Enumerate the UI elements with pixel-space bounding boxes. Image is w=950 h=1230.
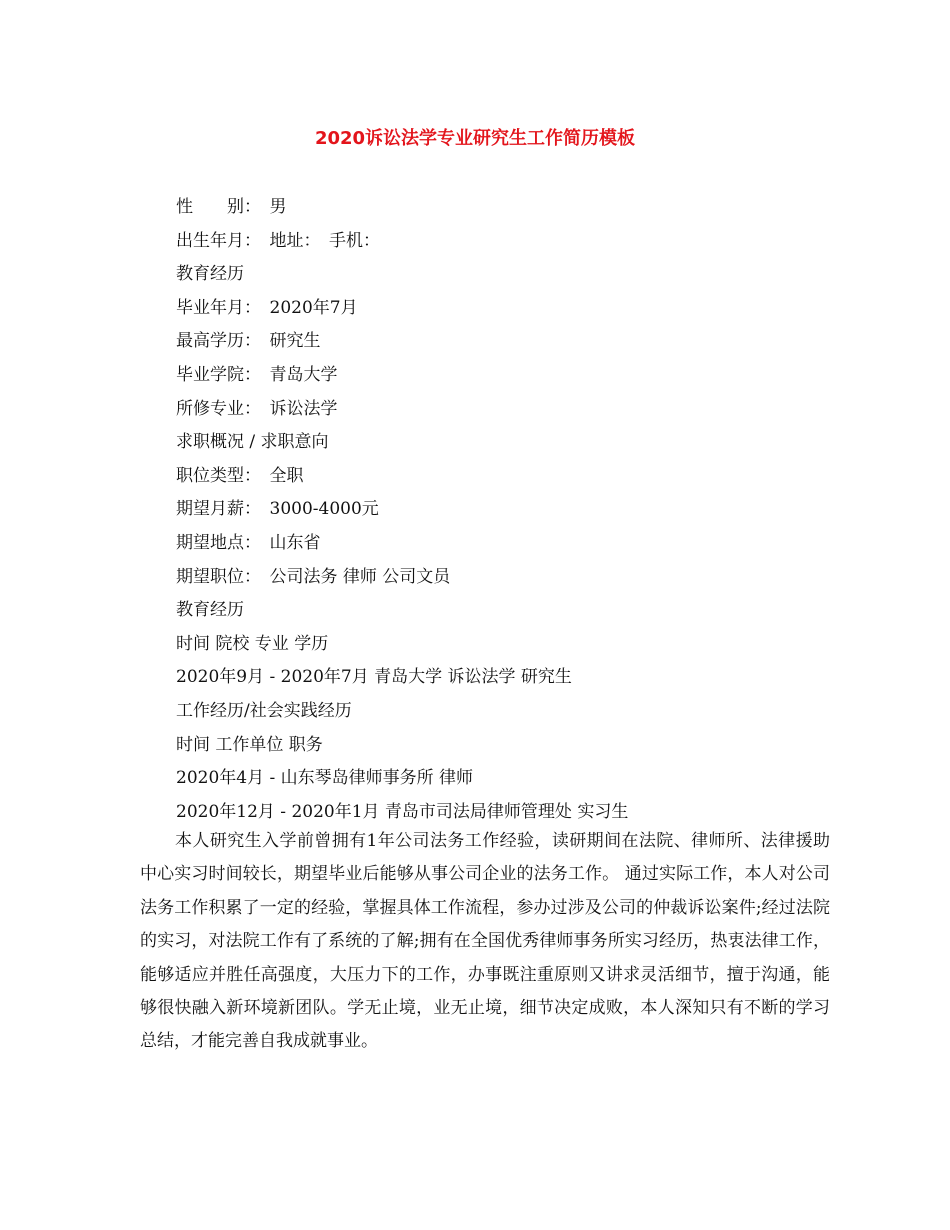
major-line: 所修专业： 诉讼法学 <box>176 398 338 419</box>
job-intent-heading: 求职概况 / 求职意向 <box>176 432 329 453</box>
graduation-date-line: 毕业年月： 2020年7月 <box>176 297 358 318</box>
birth-address-phone-line: 出生年月： 地址： 手机： <box>176 230 380 251</box>
self-evaluation-paragraph: 本人研究生入学前曾拥有1年公司法务工作经验，读研期间在法院、律师所、法律援助中心实习时间较长，期望毕业后能够从事公司企业的法务工作。 通过实际工作，本人对公司法务工作积累了一定的经验，掌握具体工作流程，参办过涉及公司的仲裁诉讼案件;经过法院的实习，对法院工作有了系统的了解;拥有在全国优秀律师事务所实习经历，热衷法律工作，能够适应并胜任高强度，大压力下的工作，办事既注重原则又讲求灵活细节，擅于沟通，能够很快融入新环境新团队。学无止境，业无止境，细节决定成败，本人深知只有不断的学习总结，才能完善自我成就事业。 <box>140 831 830 1052</box>
work-experience-heading: 工作经历/社会实践经历 <box>176 700 352 721</box>
graduation-school-line: 毕业学院： 青岛大学 <box>176 364 338 385</box>
work-table-header: 时间 工作单位 职务 <box>176 734 323 755</box>
job-type-line: 职位类型： 全职 <box>176 465 304 486</box>
gender-line: 性 别： 男 <box>176 197 287 217</box>
work-entry-1: 2020年4月 - 山东琴岛律师事务所 律师 <box>176 768 474 789</box>
education-entry: 2020年9月 - 2020年7月 青岛大学 诉讼法学 研究生 <box>176 667 572 688</box>
expected-salary-line: 期望月薪： 3000-4000元 <box>176 499 379 520</box>
education-heading-2: 教育经历 <box>176 600 244 621</box>
work-entry-2: 2020年12月 - 2020年1月 青岛市司法局律师管理处 实习生 <box>176 801 629 822</box>
expected-position-line: 期望职位： 公司法务 律师 公司文员 <box>176 566 451 587</box>
resume-lines <box>176 191 876 829</box>
highest-degree-line: 最高学历： 研究生 <box>176 331 321 352</box>
document-title: 2020诉讼法学专业研究生工作简历模板 <box>314 128 636 149</box>
education-table-header: 时间 院校 专业 学历 <box>176 633 329 654</box>
expected-location-line: 期望地点： 山东省 <box>176 532 321 553</box>
education-heading: 教育经历 <box>176 264 244 285</box>
